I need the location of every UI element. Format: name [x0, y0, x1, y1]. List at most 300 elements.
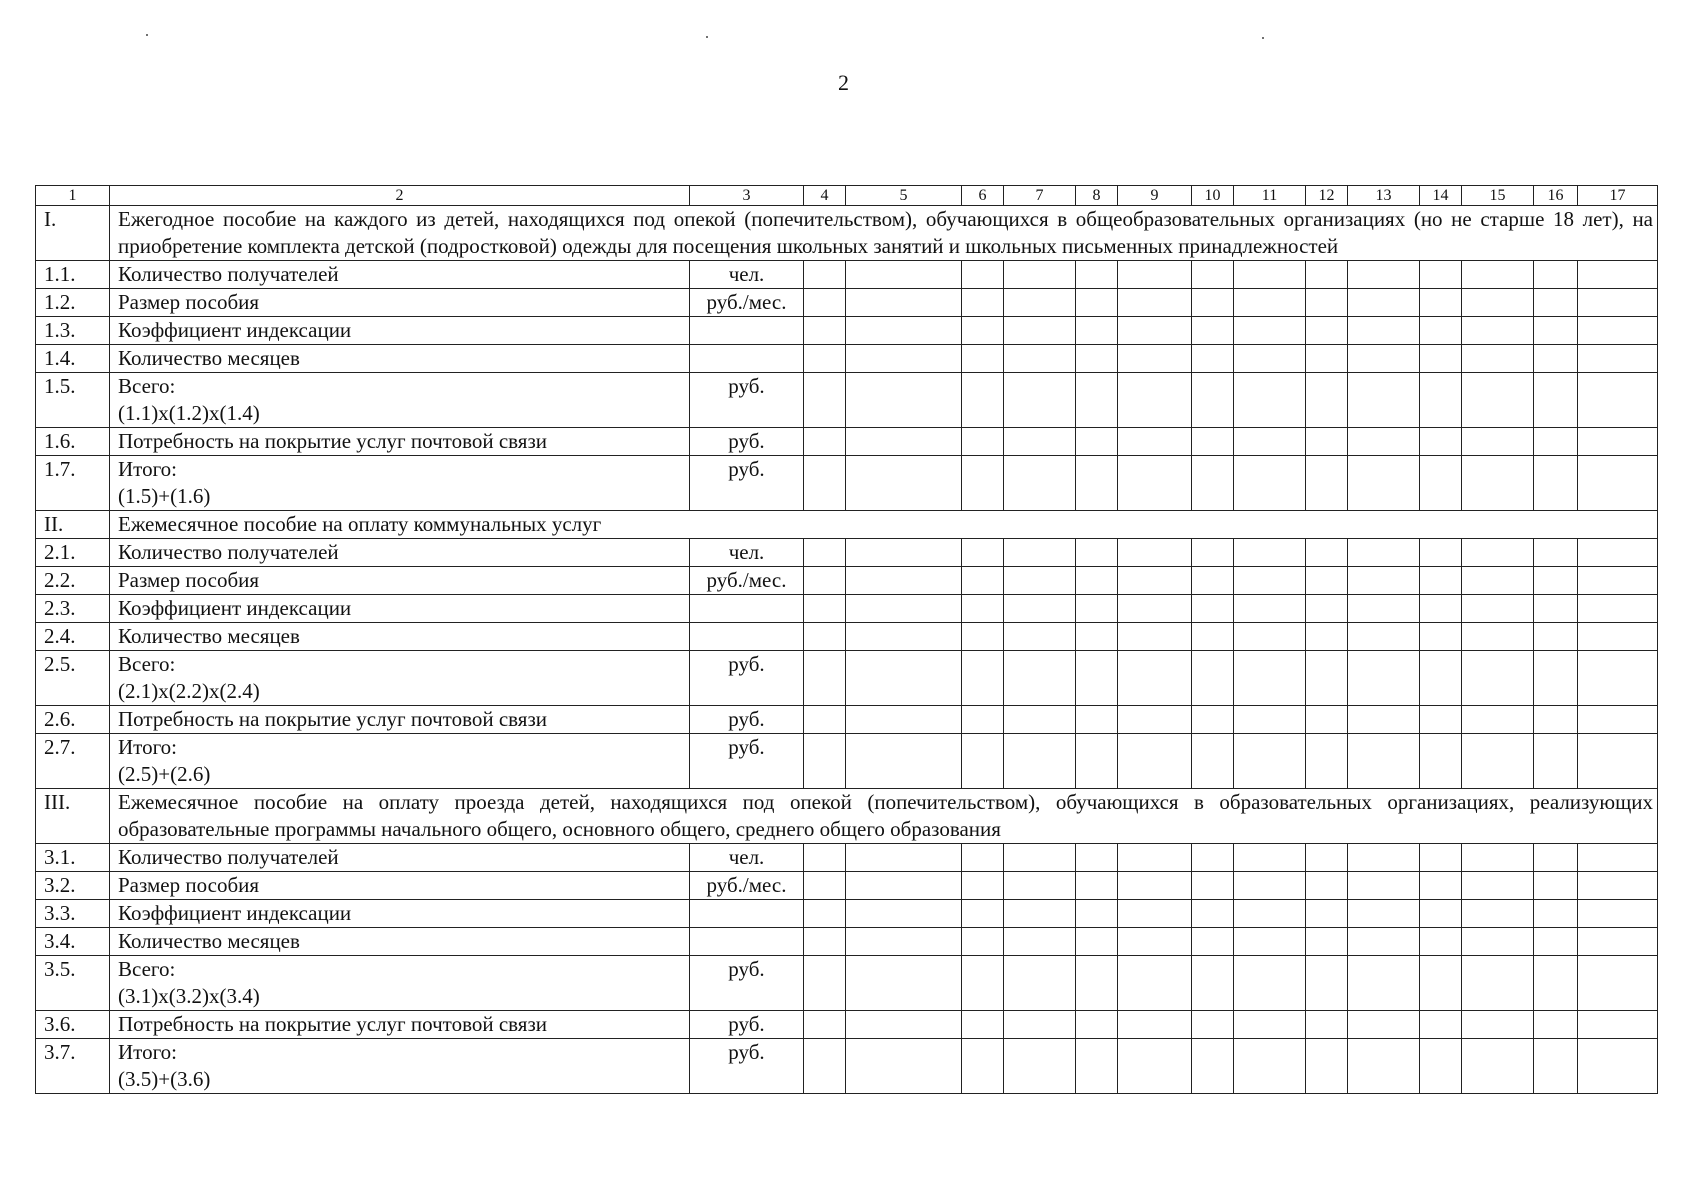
value-cell[interactable]	[804, 289, 846, 317]
value-cell[interactable]	[1534, 623, 1578, 651]
value-cell[interactable]	[846, 595, 962, 623]
value-cell[interactable]	[1192, 872, 1234, 900]
value-cell[interactable]	[1420, 373, 1462, 428]
value-cell[interactable]	[1578, 456, 1658, 511]
value-cell[interactable]	[1534, 595, 1578, 623]
value-cell[interactable]	[804, 872, 846, 900]
value-cell[interactable]	[1462, 261, 1534, 289]
value-cell[interactable]	[804, 706, 846, 734]
value-cell[interactable]	[1118, 289, 1192, 317]
value-cell[interactable]	[1076, 900, 1118, 928]
value-cell[interactable]	[1118, 956, 1192, 1011]
value-cell[interactable]	[1348, 844, 1420, 872]
value-cell[interactable]	[1306, 844, 1348, 872]
value-cell[interactable]	[1578, 539, 1658, 567]
value-cell[interactable]	[1118, 900, 1192, 928]
value-cell[interactable]	[1076, 345, 1118, 373]
value-cell[interactable]	[1004, 623, 1076, 651]
value-cell[interactable]	[1004, 651, 1076, 706]
value-cell[interactable]	[804, 1011, 846, 1039]
value-cell[interactable]	[1578, 317, 1658, 345]
value-cell[interactable]	[1348, 373, 1420, 428]
value-cell[interactable]	[1118, 428, 1192, 456]
value-cell[interactable]	[1420, 956, 1462, 1011]
value-cell[interactable]	[962, 539, 1004, 567]
value-cell[interactable]	[804, 317, 846, 345]
value-cell[interactable]	[1306, 928, 1348, 956]
value-cell[interactable]	[1578, 428, 1658, 456]
value-cell[interactable]	[1192, 567, 1234, 595]
value-cell[interactable]	[1234, 373, 1306, 428]
value-cell[interactable]	[1004, 428, 1076, 456]
value-cell[interactable]	[1348, 1039, 1420, 1094]
value-cell[interactable]	[1192, 651, 1234, 706]
value-cell[interactable]	[846, 844, 962, 872]
value-cell[interactable]	[1348, 651, 1420, 706]
value-cell[interactable]	[1118, 651, 1192, 706]
value-cell[interactable]	[1234, 289, 1306, 317]
value-cell[interactable]	[962, 928, 1004, 956]
value-cell[interactable]	[1462, 928, 1534, 956]
value-cell[interactable]	[962, 373, 1004, 428]
value-cell[interactable]	[1192, 844, 1234, 872]
value-cell[interactable]	[1234, 345, 1306, 373]
value-cell[interactable]	[1306, 289, 1348, 317]
value-cell[interactable]	[1234, 844, 1306, 872]
value-cell[interactable]	[1076, 261, 1118, 289]
value-cell[interactable]	[1348, 539, 1420, 567]
value-cell[interactable]	[1420, 1039, 1462, 1094]
value-cell[interactable]	[1420, 261, 1462, 289]
value-cell[interactable]	[846, 373, 962, 428]
value-cell[interactable]	[1234, 928, 1306, 956]
value-cell[interactable]	[1462, 428, 1534, 456]
value-cell[interactable]	[804, 844, 846, 872]
value-cell[interactable]	[1118, 928, 1192, 956]
value-cell[interactable]	[1348, 345, 1420, 373]
value-cell[interactable]	[1118, 706, 1192, 734]
value-cell[interactable]	[1348, 289, 1420, 317]
value-cell[interactable]	[1004, 317, 1076, 345]
value-cell[interactable]	[1076, 1039, 1118, 1094]
value-cell[interactable]	[846, 289, 962, 317]
value-cell[interactable]	[1534, 1039, 1578, 1094]
value-cell[interactable]	[1534, 734, 1578, 789]
value-cell[interactable]	[1076, 1011, 1118, 1039]
value-cell[interactable]	[846, 428, 962, 456]
value-cell[interactable]	[962, 345, 1004, 373]
value-cell[interactable]	[1348, 956, 1420, 1011]
value-cell[interactable]	[846, 734, 962, 789]
value-cell[interactable]	[804, 539, 846, 567]
value-cell[interactable]	[1234, 872, 1306, 900]
value-cell[interactable]	[804, 928, 846, 956]
row-number: 2.1.	[36, 539, 110, 567]
value-cell[interactable]	[1004, 706, 1076, 734]
value-cell[interactable]	[1420, 567, 1462, 595]
value-cell[interactable]	[1534, 844, 1578, 872]
table-row	[36, 844, 1658, 872]
value-cell[interactable]	[1534, 428, 1578, 456]
value-cell[interactable]	[1578, 289, 1658, 317]
value-cell[interactable]	[1420, 928, 1462, 956]
value-cell[interactable]	[1076, 872, 1118, 900]
value-cell[interactable]	[846, 872, 962, 900]
value-cell[interactable]	[1076, 734, 1118, 789]
value-cell[interactable]	[1004, 567, 1076, 595]
value-cell[interactable]	[1534, 289, 1578, 317]
value-cell[interactable]	[1004, 844, 1076, 872]
value-cell[interactable]	[1004, 456, 1076, 511]
section-title: Ежегодное пособие на каждого из детей, находящихся под опекой (попечительством), обучающихся в общеобразовательных организациях (но не старше 18 лет), на приобретение комплекта детской (подростковой) одежды для посещения школьных занятий и школьных письменных принадлежностей	[110, 206, 1658, 261]
value-cell[interactable]	[1076, 844, 1118, 872]
value-cell[interactable]	[1192, 317, 1234, 345]
value-cell[interactable]	[1348, 317, 1420, 345]
value-cell[interactable]	[1192, 956, 1234, 1011]
value-cell[interactable]	[1420, 900, 1462, 928]
value-cell[interactable]	[1534, 651, 1578, 706]
value-cell[interactable]	[1348, 900, 1420, 928]
value-cell[interactable]	[1306, 456, 1348, 511]
value-cell[interactable]	[804, 345, 846, 373]
value-cell[interactable]	[804, 623, 846, 651]
value-cell[interactable]	[1578, 345, 1658, 373]
value-cell[interactable]	[1076, 289, 1118, 317]
value-cell[interactable]	[1076, 623, 1118, 651]
value-cell[interactable]	[1192, 456, 1234, 511]
value-cell[interactable]	[1420, 1011, 1462, 1039]
value-cell[interactable]	[1234, 595, 1306, 623]
value-cell[interactable]	[962, 595, 1004, 623]
value-cell[interactable]	[1306, 623, 1348, 651]
value-cell[interactable]	[804, 595, 846, 623]
value-cell[interactable]	[1462, 956, 1534, 1011]
value-cell[interactable]	[962, 261, 1004, 289]
value-cell[interactable]	[1192, 623, 1234, 651]
value-cell[interactable]	[1420, 734, 1462, 789]
value-cell[interactable]	[1578, 623, 1658, 651]
value-cell[interactable]	[1192, 428, 1234, 456]
value-cell[interactable]	[846, 567, 962, 595]
value-cell[interactable]	[1578, 373, 1658, 428]
value-cell[interactable]	[1578, 706, 1658, 734]
value-cell[interactable]	[1306, 373, 1348, 428]
value-cell[interactable]	[1348, 734, 1420, 789]
value-cell[interactable]	[1234, 706, 1306, 734]
value-cell[interactable]	[1578, 844, 1658, 872]
value-cell[interactable]	[1306, 539, 1348, 567]
value-cell[interactable]	[1578, 734, 1658, 789]
value-cell[interactable]	[1462, 539, 1534, 567]
value-cell[interactable]	[962, 623, 1004, 651]
value-cell[interactable]	[846, 651, 962, 706]
value-cell[interactable]	[1192, 261, 1234, 289]
table-row	[36, 317, 1658, 345]
value-cell[interactable]	[1076, 651, 1118, 706]
value-cell[interactable]	[1234, 539, 1306, 567]
value-cell[interactable]	[1118, 844, 1192, 872]
value-cell[interactable]	[1578, 900, 1658, 928]
value-cell[interactable]	[804, 651, 846, 706]
value-cell[interactable]	[1004, 261, 1076, 289]
value-cell[interactable]	[1306, 317, 1348, 345]
value-cell[interactable]	[1578, 651, 1658, 706]
value-cell[interactable]	[1462, 317, 1534, 345]
value-cell[interactable]	[1118, 261, 1192, 289]
value-cell[interactable]	[1578, 1039, 1658, 1094]
value-cell[interactable]	[1076, 456, 1118, 511]
value-cell[interactable]	[1306, 595, 1348, 623]
value-cell[interactable]	[1462, 595, 1534, 623]
value-cell[interactable]	[962, 1011, 1004, 1039]
value-cell[interactable]	[1306, 734, 1348, 789]
value-cell[interactable]	[1578, 956, 1658, 1011]
unit-cell: руб.	[690, 956, 804, 1011]
value-cell[interactable]	[1306, 651, 1348, 706]
value-cell[interactable]	[1306, 345, 1348, 373]
value-cell[interactable]	[1348, 1011, 1420, 1039]
value-cell[interactable]	[1234, 900, 1306, 928]
value-cell[interactable]	[1192, 1011, 1234, 1039]
value-cell[interactable]	[1234, 428, 1306, 456]
value-cell[interactable]	[846, 956, 962, 1011]
value-cell[interactable]	[1118, 734, 1192, 789]
value-cell[interactable]	[1534, 1011, 1578, 1039]
value-cell[interactable]	[1234, 567, 1306, 595]
value-cell[interactable]	[1118, 872, 1192, 900]
value-cell[interactable]	[1004, 928, 1076, 956]
value-cell[interactable]	[1118, 1011, 1192, 1039]
value-cell[interactable]	[1462, 872, 1534, 900]
value-cell[interactable]	[1462, 734, 1534, 789]
value-cell[interactable]	[1118, 317, 1192, 345]
value-cell[interactable]	[1076, 373, 1118, 428]
value-cell[interactable]	[846, 623, 962, 651]
value-cell[interactable]	[1306, 567, 1348, 595]
value-cell[interactable]	[1234, 1039, 1306, 1094]
value-cell[interactable]	[1306, 261, 1348, 289]
value-cell[interactable]	[1534, 345, 1578, 373]
value-cell[interactable]	[1192, 345, 1234, 373]
value-cell[interactable]	[1534, 706, 1578, 734]
value-cell[interactable]	[1348, 928, 1420, 956]
value-cell[interactable]	[1420, 345, 1462, 373]
value-cell[interactable]	[1462, 900, 1534, 928]
column-number: 10	[1192, 186, 1234, 206]
value-cell[interactable]	[846, 900, 962, 928]
value-cell[interactable]	[1462, 1039, 1534, 1094]
value-cell[interactable]	[1306, 872, 1348, 900]
value-cell[interactable]	[1462, 706, 1534, 734]
value-cell[interactable]	[1192, 373, 1234, 428]
value-cell[interactable]	[1420, 289, 1462, 317]
value-cell[interactable]	[1420, 317, 1462, 345]
value-cell[interactable]	[962, 706, 1004, 734]
value-cell[interactable]	[1234, 456, 1306, 511]
value-cell[interactable]	[1004, 872, 1076, 900]
value-cell[interactable]	[962, 651, 1004, 706]
value-cell[interactable]	[962, 956, 1004, 1011]
value-cell[interactable]	[1004, 734, 1076, 789]
value-cell[interactable]	[1348, 872, 1420, 900]
value-cell[interactable]	[962, 844, 1004, 872]
value-cell[interactable]	[1004, 345, 1076, 373]
value-cell[interactable]	[1578, 872, 1658, 900]
value-cell[interactable]	[1462, 373, 1534, 428]
value-cell[interactable]	[804, 900, 846, 928]
value-cell[interactable]	[1118, 373, 1192, 428]
value-cell[interactable]	[1192, 539, 1234, 567]
value-cell[interactable]	[846, 1039, 962, 1094]
value-cell[interactable]	[1348, 595, 1420, 623]
value-cell[interactable]	[1004, 373, 1076, 428]
value-cell[interactable]	[1192, 595, 1234, 623]
value-cell[interactable]	[1004, 956, 1076, 1011]
value-cell[interactable]	[1076, 956, 1118, 1011]
value-cell[interactable]	[1118, 1039, 1192, 1094]
value-cell[interactable]	[1348, 428, 1420, 456]
value-cell[interactable]	[1192, 734, 1234, 789]
value-cell[interactable]	[962, 289, 1004, 317]
value-cell[interactable]	[1420, 428, 1462, 456]
value-cell[interactable]	[804, 956, 846, 1011]
value-cell[interactable]	[1348, 706, 1420, 734]
value-cell[interactable]	[1234, 651, 1306, 706]
value-cell[interactable]	[846, 706, 962, 734]
value-cell[interactable]	[846, 345, 962, 373]
value-cell[interactable]	[846, 317, 962, 345]
value-cell[interactable]	[1306, 706, 1348, 734]
value-cell[interactable]	[1076, 928, 1118, 956]
value-cell[interactable]	[1534, 872, 1578, 900]
value-cell[interactable]	[1076, 595, 1118, 623]
value-cell[interactable]	[1534, 900, 1578, 928]
value-cell[interactable]	[1462, 567, 1534, 595]
value-cell[interactable]	[1192, 289, 1234, 317]
value-cell[interactable]	[1004, 595, 1076, 623]
value-cell[interactable]	[1348, 567, 1420, 595]
value-cell[interactable]	[1306, 1011, 1348, 1039]
value-cell[interactable]	[1234, 623, 1306, 651]
value-cell[interactable]	[1578, 928, 1658, 956]
value-cell[interactable]	[1234, 734, 1306, 789]
value-cell[interactable]	[846, 539, 962, 567]
value-cell[interactable]	[1118, 595, 1192, 623]
value-cell[interactable]	[804, 567, 846, 595]
value-cell[interactable]	[1004, 1039, 1076, 1094]
value-cell[interactable]	[1004, 539, 1076, 567]
value-cell[interactable]	[1420, 651, 1462, 706]
value-cell[interactable]	[1118, 456, 1192, 511]
value-cell[interactable]	[1420, 456, 1462, 511]
value-cell[interactable]	[1076, 428, 1118, 456]
value-cell[interactable]	[1004, 900, 1076, 928]
value-cell[interactable]	[1534, 261, 1578, 289]
value-cell[interactable]	[1578, 1011, 1658, 1039]
value-cell[interactable]	[1234, 317, 1306, 345]
value-cell[interactable]	[1420, 595, 1462, 623]
value-cell[interactable]	[1234, 261, 1306, 289]
value-cell[interactable]	[962, 317, 1004, 345]
value-cell[interactable]	[1118, 345, 1192, 373]
value-cell[interactable]	[1192, 900, 1234, 928]
value-cell[interactable]	[804, 261, 846, 289]
value-cell[interactable]	[1306, 956, 1348, 1011]
value-cell[interactable]	[846, 261, 962, 289]
value-cell[interactable]	[1234, 1011, 1306, 1039]
value-cell[interactable]	[804, 428, 846, 456]
value-cell[interactable]	[1076, 539, 1118, 567]
value-cell[interactable]	[1234, 956, 1306, 1011]
value-cell[interactable]	[1118, 623, 1192, 651]
value-cell[interactable]	[1534, 373, 1578, 428]
value-cell[interactable]	[962, 428, 1004, 456]
value-cell[interactable]	[1462, 623, 1534, 651]
value-cell[interactable]	[962, 456, 1004, 511]
value-cell[interactable]	[846, 928, 962, 956]
value-cell[interactable]	[1534, 317, 1578, 345]
value-cell[interactable]	[1534, 928, 1578, 956]
value-cell[interactable]	[962, 1039, 1004, 1094]
value-cell[interactable]	[1004, 289, 1076, 317]
value-cell[interactable]	[1306, 1039, 1348, 1094]
value-cell[interactable]	[846, 1011, 962, 1039]
value-cell[interactable]	[1534, 956, 1578, 1011]
value-cell[interactable]	[1462, 651, 1534, 706]
value-cell[interactable]	[1420, 844, 1462, 872]
value-cell[interactable]	[962, 900, 1004, 928]
value-cell[interactable]	[1462, 456, 1534, 511]
value-cell[interactable]	[1420, 872, 1462, 900]
value-cell[interactable]	[804, 373, 846, 428]
value-cell[interactable]	[1462, 1011, 1534, 1039]
value-cell[interactable]	[1534, 456, 1578, 511]
value-cell[interactable]	[962, 872, 1004, 900]
value-cell[interactable]	[804, 456, 846, 511]
value-cell[interactable]	[1192, 706, 1234, 734]
value-cell[interactable]	[1420, 623, 1462, 651]
value-cell[interactable]	[1004, 1011, 1076, 1039]
value-cell[interactable]	[1420, 539, 1462, 567]
value-cell[interactable]	[962, 567, 1004, 595]
value-cell[interactable]	[1534, 567, 1578, 595]
value-cell[interactable]	[1578, 595, 1658, 623]
value-cell[interactable]	[1076, 317, 1118, 345]
value-cell[interactable]	[1306, 900, 1348, 928]
value-cell[interactable]	[1306, 428, 1348, 456]
value-cell[interactable]	[962, 734, 1004, 789]
value-cell[interactable]	[1348, 456, 1420, 511]
value-cell[interactable]	[846, 456, 962, 511]
value-cell[interactable]	[1118, 539, 1192, 567]
value-cell[interactable]	[1462, 844, 1534, 872]
value-cell[interactable]	[1076, 706, 1118, 734]
value-cell[interactable]	[1348, 261, 1420, 289]
value-cell[interactable]	[1534, 539, 1578, 567]
value-cell[interactable]	[1578, 261, 1658, 289]
value-cell[interactable]	[1192, 928, 1234, 956]
value-cell[interactable]	[1578, 567, 1658, 595]
value-cell[interactable]	[1462, 345, 1534, 373]
value-cell[interactable]	[1462, 289, 1534, 317]
value-cell[interactable]	[1118, 567, 1192, 595]
value-cell[interactable]	[1348, 623, 1420, 651]
value-cell[interactable]	[1192, 1039, 1234, 1094]
value-cell[interactable]	[804, 1039, 846, 1094]
value-cell[interactable]	[1076, 567, 1118, 595]
value-cell[interactable]	[804, 734, 846, 789]
value-cell[interactable]	[1420, 706, 1462, 734]
